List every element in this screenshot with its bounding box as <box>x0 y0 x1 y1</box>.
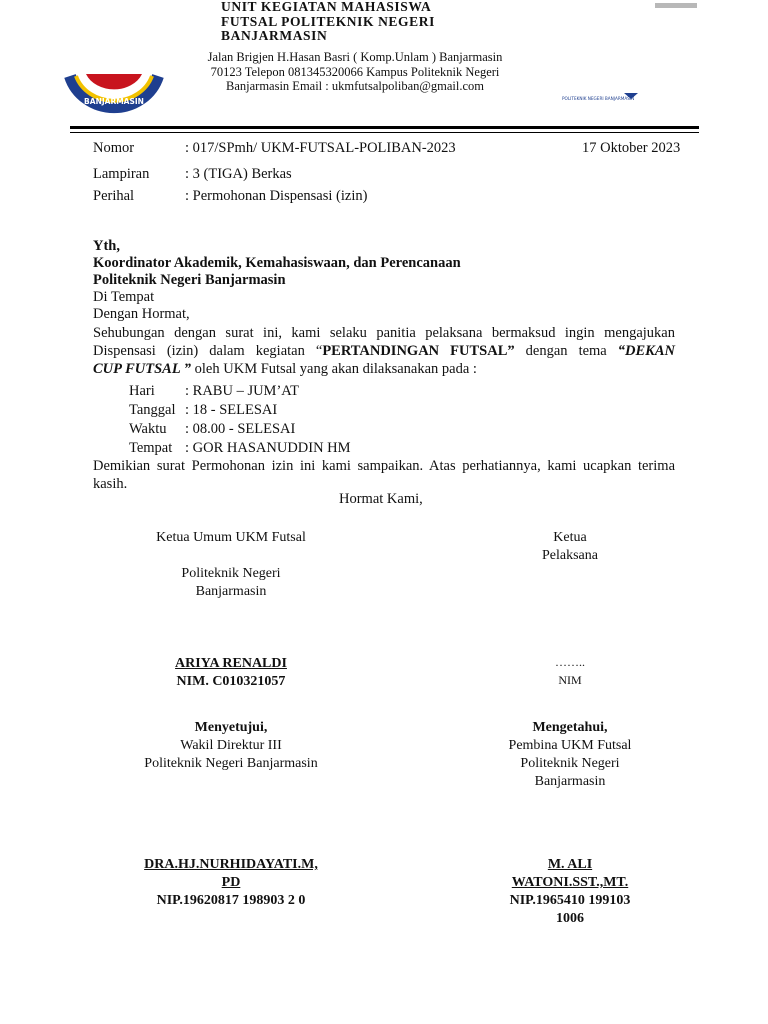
approve-right-line-1: Pembina UKM Futsal <box>508 738 632 753</box>
approval-right-signer <box>485 856 655 928</box>
signature-left-name <box>131 655 331 691</box>
right-title-1: Ketua <box>553 530 587 545</box>
address-line-3: Banjarmasin Email : ukmfutsalpoliban@gmail.com <box>226 79 484 93</box>
greeting: Dengan Hormat, <box>93 306 190 322</box>
closing-line-2: kasih. <box>93 476 128 492</box>
address-block <box>190 50 520 94</box>
approve-left-line-1: Wakil Direktur III <box>180 738 282 753</box>
closing-paragraph <box>93 457 675 493</box>
recipient-line-1: Koordinator Akademik, Kemahasiswaan, dan Perencanaan <box>93 255 461 271</box>
left-logo <box>64 70 164 126</box>
right-signer-id: NIM <box>558 673 582 687</box>
approve-right-head: Mengetahui, <box>532 720 608 735</box>
right-logo-text: POLITEKNIK NEGERI BANJARMASIN <box>562 96 635 101</box>
left-title-1: Ketua Umum UKM Futsal <box>156 530 306 545</box>
org-line-1: UNIT KEGIATAN MAHASISWA <box>221 0 432 14</box>
detail-tanggal-label: Tanggal <box>129 402 176 418</box>
approve-right-line-2: Politeknik Negeri <box>520 756 620 771</box>
nomor-value: : 017/SPmh/ UKM-FUTSAL-POLIBAN-2023 <box>185 140 456 156</box>
approve-left-name-2: PD <box>221 875 241 890</box>
approve-right-id-2: 1006 <box>556 911 584 926</box>
right-signer-name: …….. <box>555 655 585 669</box>
detail-waktu-label: Waktu <box>129 421 167 437</box>
regards: Hormat Kami, <box>339 491 423 507</box>
left-signer-id: NIM. C010321057 <box>176 674 286 689</box>
detail-waktu-value: : 08.00 - SELESAI <box>185 421 296 437</box>
approve-right-name-2: WATONI.SST.,MT. <box>511 875 629 890</box>
org-line-3: BANJARMASIN <box>221 28 328 43</box>
body-line-2: Dispensasi (izin) dalam kegiatan “PERTANDINGAN FUTSAL” dengan tema “DEKAN <box>93 343 675 359</box>
signature-right-name <box>510 653 630 689</box>
perihal-label: Perihal <box>93 188 135 204</box>
body-paragraph <box>93 324 675 378</box>
letter-date: 17 Oktober 2023 <box>582 140 681 156</box>
left-title-2: Politeknik Negeri <box>181 566 281 581</box>
right-logo <box>562 89 646 105</box>
signature-left <box>131 529 331 547</box>
approval-left-signer <box>116 856 346 910</box>
approve-left-line-2: Politeknik Negeri Banjarmasin <box>144 756 318 771</box>
approve-left-head: Menyetujui, <box>194 720 268 735</box>
right-title-2: Pelaksana <box>542 548 598 563</box>
recipient-line-2: Politeknik Negeri Banjarmasin <box>93 272 286 288</box>
salutation-yth: Yth, <box>93 238 120 254</box>
org-line-2: FUTSAL POLITEKNIK NEGERI <box>221 13 435 29</box>
detail-tempat-label: Tempat <box>129 440 173 456</box>
body-line-3: CUP FUTSAL ” oleh UKM Futsal yang akan dilaksanakan pada : <box>93 361 477 377</box>
approval-left <box>116 719 346 773</box>
recipient-place: Di Tempat <box>93 289 155 305</box>
approve-right-line-3: Banjarmasin <box>534 774 606 789</box>
approve-right-id-1: NIP.1965410 199103 <box>509 893 631 908</box>
address-line-1: Jalan Brigjen H.Hasan Basri ( Komp.Unlam ) Banjarmasin <box>207 50 503 64</box>
perihal-value: : Permohonan Dispensasi (izin) <box>185 188 368 204</box>
detail-hari-label: Hari <box>129 383 155 399</box>
approve-left-name-1: DRA.HJ.NURHIDAYATI.M, <box>144 857 318 872</box>
approve-right-name-1: M. ALI <box>547 857 593 872</box>
lampiran-value: : 3 (TIGA) Berkas <box>185 166 292 182</box>
left-title-3: Banjarmasin <box>195 584 267 599</box>
signature-right <box>510 529 630 565</box>
detail-hari-value: : RABU – JUM’AT <box>185 383 299 399</box>
header-rule-thin <box>70 132 699 133</box>
approval-right <box>485 719 655 791</box>
left-logo-text: BANJARMASIN <box>84 97 144 106</box>
corner-mark <box>655 3 697 8</box>
header-rule-thick <box>70 126 699 129</box>
nomor-label: Nomor <box>93 140 135 156</box>
closing-line-1: Demikian surat Permohonan izin ini kami sampaikan. Atas perhatiannya, kami ucapkan terima <box>93 458 675 474</box>
body-line-1: Sehubungan dengan surat ini, kami selaku panitia pelaksana bermaksud ingin mengajukan <box>93 325 675 341</box>
lampiran-label: Lampiran <box>93 166 150 182</box>
organization-name <box>221 0 435 44</box>
approve-left-id: NIP.19620817 198903 2 0 <box>156 893 306 908</box>
left-signer-name: ARIYA RENALDI <box>175 656 287 671</box>
detail-tempat-value: : GOR HASANUDDIN HM <box>185 440 351 456</box>
signature-left-org <box>131 565 331 601</box>
detail-tanggal-value: : 18 - SELESAI <box>185 402 278 418</box>
address-line-2: 70123 Telepon 081345320066 Kampus Politeknik Negeri <box>210 64 500 79</box>
